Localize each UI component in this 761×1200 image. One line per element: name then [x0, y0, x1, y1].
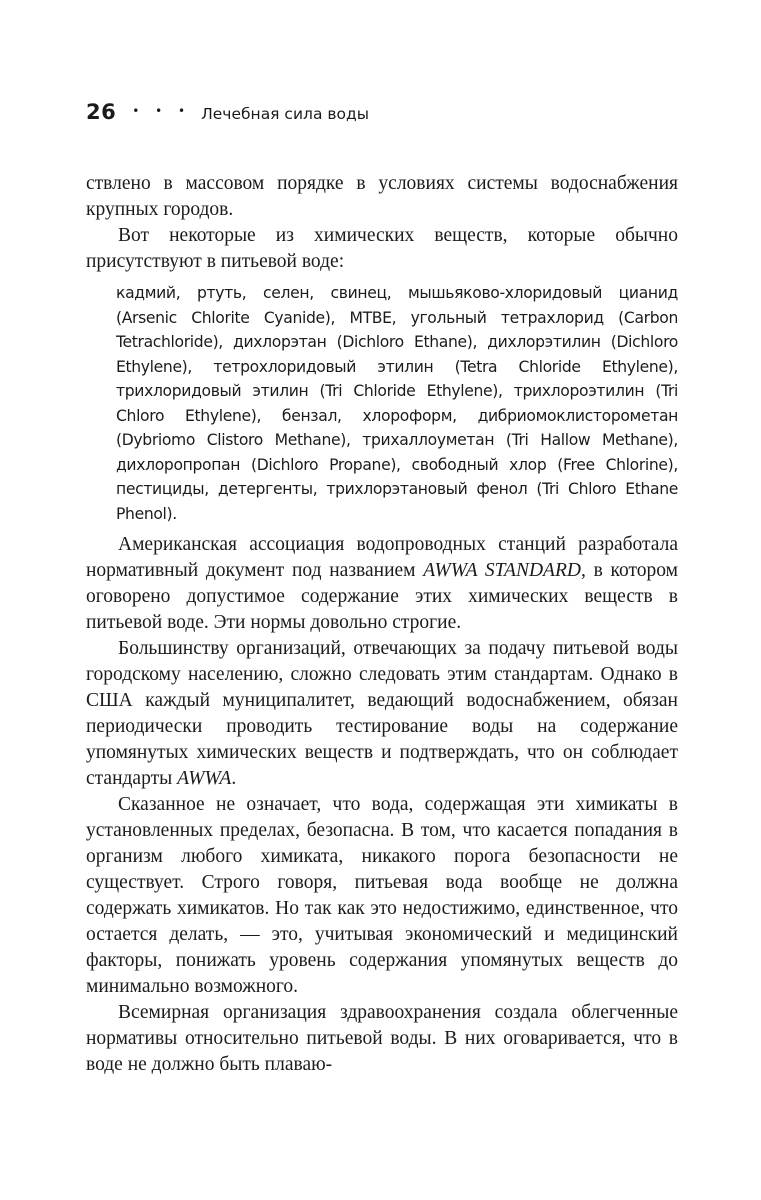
chemicals-list: кадмий, ртуть, селен, свинец, мышьяково-хлоридовый цианид (Arsenic Chlorite Cyanide), MTBE, угольный тетрахлорид (Carbon Tetrachloride), дихлорэтан (Dichloro Ethane), дихлорэтилин (Dichloro Ethylene), тетрохлоридовый этилин (Tetra Chloride Ethylene), трихлоридовый этилин (Tri Chloride Ethylene), трихлороэтилин (Tri Chloro Ethylene), бензал, хлороформ, дибриомоклисторометан (Dybriomo Clistoro Methane), трихаллоуметан (Tri Hallow Methane), дихлоропропан (Dichloro Propane), свободный хлор (Free Chlorine), пестициды, детергенты, трихлорэтановый фенол (Tri Chloro Ethane Phenol).: [116, 284, 678, 523]
paragraph-awwa-text-1: Американская ассоциация водопроводных станций разработала нормативный документ под названием: [86, 534, 678, 581]
paragraph-who: Всемирная организация здравоохранения создала облегченные нормативы относительно питьевой воды. В них оговаривается, что в воде не должно быть плаваю-: [86, 1002, 678, 1075]
awwa-term: AWWA: [177, 768, 232, 789]
paragraph-municipal: [86, 636, 678, 792]
paragraph-awwa-text-2: в котором оговорено допустимое содержание этих химических веществ в питьевой воде. Эти нормы довольно строгие.: [86, 560, 678, 633]
paragraph-awwa: [86, 532, 678, 636]
page-header: [86, 100, 369, 124]
paragraph-safety: Сказанное не означает, что вода, содержащая эти химикаты в установленных пределах, безопасна. В том, что касается попадания в организм любого химиката, никакого порога безопасности не существует. Строго говоря, питьевая вода вообще не должна содержать химикатов. Но так как это недостижимо, единственное, что остается делать, — это, учитывая экономический и медицинский факторы, понижать уровень содержания упомянутых веществ до минимально возможного.: [86, 794, 678, 997]
paragraph-continuation: ствлено в массовом порядке в условиях системы водоснабжения крупных городов.: [86, 173, 678, 220]
paragraph-chemicals-intro: Вот некоторые из химических веществ, которые обычно присутствуют в питьевой воде:: [86, 225, 678, 272]
page-number: 26: [86, 100, 117, 124]
header-dots: • • •: [132, 104, 192, 118]
running-title: Лечебная сила воды: [201, 105, 369, 123]
awwa-standard-term: AWWA STANDARD,: [423, 560, 586, 581]
paragraph-municipal-text-2: .: [231, 768, 237, 789]
paragraph-municipal-text-1: Большинству организаций, отвечающих за подачу питьевой воды городскому населению, сложно следовать этим стандартам. Однако в США каждый муниципалитет, ведающий водоснабжением, обязан периодически проводить тестирование воды на содержание упомянутых химических веществ и подтверждать, что он соблюдает стандарты: [86, 638, 678, 789]
page-body: [86, 171, 678, 1078]
